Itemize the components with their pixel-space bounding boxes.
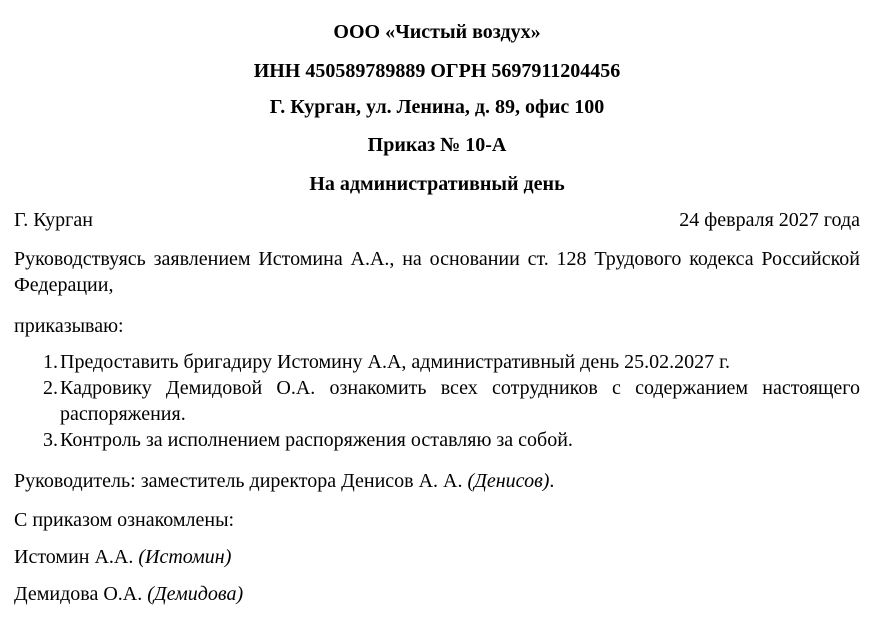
list-item	[14, 349, 860, 375]
employee-name: Истомин А.А.	[14, 546, 134, 568]
order-title: Приказ № 10-А	[367, 134, 507, 156]
acknowledged-title	[14, 508, 860, 532]
date: 24 февраля 2027 года	[679, 209, 860, 231]
acknowledged-signature-line	[14, 582, 860, 606]
order-items-list	[14, 349, 860, 453]
item-number: 3.	[43, 429, 58, 451]
employee-signature: (Демидова)	[147, 583, 244, 605]
item-number: 1.	[43, 351, 58, 373]
head-signature-line	[14, 469, 860, 493]
head-signature-end: .	[549, 470, 555, 492]
head-signature-label: Руководитель: заместитель директора Денисов А. А.	[14, 470, 463, 492]
order-subject: На административный день	[309, 173, 565, 195]
item-text: Кадровику Демидовой О.А. ознакомить всех сотрудников с содержанием настоящего распоряжения.	[60, 377, 860, 425]
acknowledged-signature-line	[14, 545, 860, 569]
acknowledged-title-text: С приказом ознакомлены:	[14, 509, 235, 531]
place: Г. Курган	[14, 209, 93, 231]
organization-requisites: ИНН 450589789889 ОГРН 5697911204456	[253, 60, 621, 82]
head-signature: (Денисов)	[467, 470, 550, 492]
employee-signature: (Истомин)	[138, 546, 232, 568]
organization-name: ООО «Чистый воздух»	[333, 21, 541, 43]
employee-name: Демидова О.А.	[14, 583, 143, 605]
list-item	[14, 427, 860, 453]
organization-address: Г. Курган, ул. Ленина, д. 89, офис 100	[269, 96, 605, 118]
item-text: Контроль за исполнением распоряжения оставляю за собой.	[60, 429, 573, 451]
item-number: 2.	[43, 377, 58, 399]
order-word: приказываю:	[14, 315, 124, 337]
place-date-line	[14, 208, 860, 232]
item-text: Предоставить бригадиру Истомину А.А, административный день 25.02.2027 г.	[60, 351, 731, 373]
preamble: Руководствуясь заявлением Истомина А.А., на основании ст. 128 Трудового кодекса Российской Федерации,	[14, 248, 860, 296]
list-item	[14, 375, 860, 427]
